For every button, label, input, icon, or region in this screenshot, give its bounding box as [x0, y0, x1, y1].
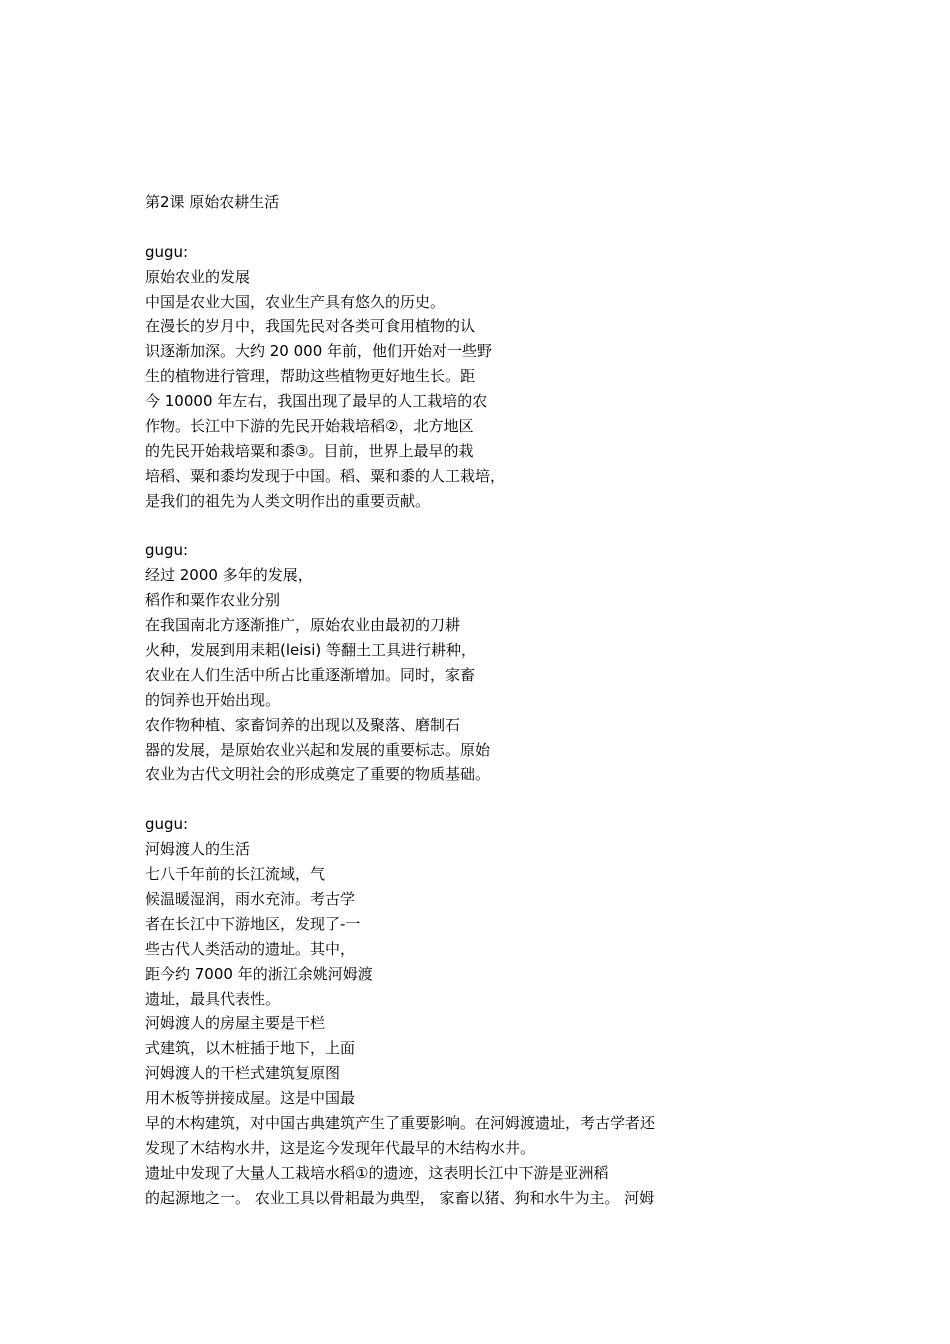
text-line: 的饲养也开始出现。 [145, 690, 281, 709]
spacer [145, 215, 745, 240]
text-line: 的先民开始栽培粟和黍③。目前，世界上最早的栽 [145, 441, 474, 460]
text-line: 生的植物进行管理，帮助这些植物更好地生长。距 [145, 367, 476, 386]
text-line: 器的发展，是原始农业兴起和发展的重要标志。原始 [145, 740, 491, 759]
figure-caption: 河姆渡人的干栏式建筑复原图 [145, 1064, 341, 1083]
spacer [145, 514, 745, 539]
text-line: 在漫长的岁月中，我国先民对各类可食用植物的认 [145, 317, 476, 336]
text-line: 是我们的祖先为人类文明作出的重要贡献。 [145, 491, 431, 510]
text-line: 火种，发展到用耒耜(leisi) 等翻土工具进行耕种， [145, 641, 477, 660]
text-line: 培稻、粟和黍均发现于中国。稻、粟和黍的人工栽培， [145, 466, 506, 485]
text-line: 稻作和粟作农业分别 [145, 591, 281, 610]
text-line: 中国是农业大国，农业生产具有悠久的历史。 [145, 292, 446, 311]
text-line: 经过 2000 多年的发展， [145, 566, 313, 585]
text-line: 农业为古代文明社会的形成奠定了重要的物质基础。 [145, 765, 491, 784]
text-line: 早的木构建筑，对中国古典建筑产生了重要影响。在河姆渡遗址，考古学者还 [145, 1113, 656, 1132]
spacer [145, 787, 745, 812]
text-line: 式建筑，以木桩插于地下，上面 [145, 1039, 356, 1058]
section-3 [145, 812, 745, 1210]
section-2 [145, 538, 745, 787]
text-line: 遗址，最具代表性。 [145, 989, 281, 1008]
section-label: gugu: [145, 815, 189, 834]
section-heading: 河姆渡人的生活 [145, 840, 251, 859]
text-line: 农业在人们生活中所占比重逐渐增加。同时，家畜 [145, 665, 476, 684]
document-page [145, 190, 745, 1211]
text-line: 候温暖湿润，雨水充沛。考古学 [145, 889, 356, 908]
text-line: 遗址中发现了大量人工栽培水稻①的遗迹，这表明长江中下游是亚洲稻 [145, 1163, 609, 1182]
section-heading: 原始农业的发展 [145, 267, 251, 286]
text-line: 作物。长江中下游的先民开始栽培稻②，北方地区 [145, 417, 474, 436]
text-line: 者在长江中下游地区，发现了-一 [145, 914, 361, 933]
text-line: 距今约 7000 年的浙江余姚河姆渡 [145, 964, 373, 983]
text-line: 七八千年前的长江流域，气 [145, 865, 326, 884]
text-line: 在我国南北方逐渐推广，原始农业由最初的刀耕 [145, 616, 461, 635]
text-line: 河姆渡人的房屋主要是干栏 [145, 1014, 326, 1033]
text-line: 些古代人类活动的遗址。其中， [145, 939, 356, 958]
text-line: 发现了木结构水井，这是迄今发现年代最早的木结构水井。 [145, 1138, 536, 1157]
text-line: 今 10000 年左右，我国出现了最早的人工栽培的农 [145, 392, 488, 411]
lesson-title: 第2课 原始农耕生活 [145, 193, 280, 211]
text-line: 农作物种植、家畜饲养的出现以及聚落、磨制石 [145, 715, 461, 734]
section-1 [145, 240, 745, 514]
text-line: 的起源地之一。 农业工具以骨耜最为典型， 家畜以猪、狗和水牛为主。 河姆 [145, 1188, 655, 1207]
section-label: gugu: [145, 242, 189, 261]
text-line: 用木板等拼接成屋。这是中国最 [145, 1089, 356, 1108]
section-label: gugu: [145, 541, 189, 560]
text-line: 识逐渐加深。大约 20 000 年前，他们开始对一些野 [145, 342, 493, 361]
